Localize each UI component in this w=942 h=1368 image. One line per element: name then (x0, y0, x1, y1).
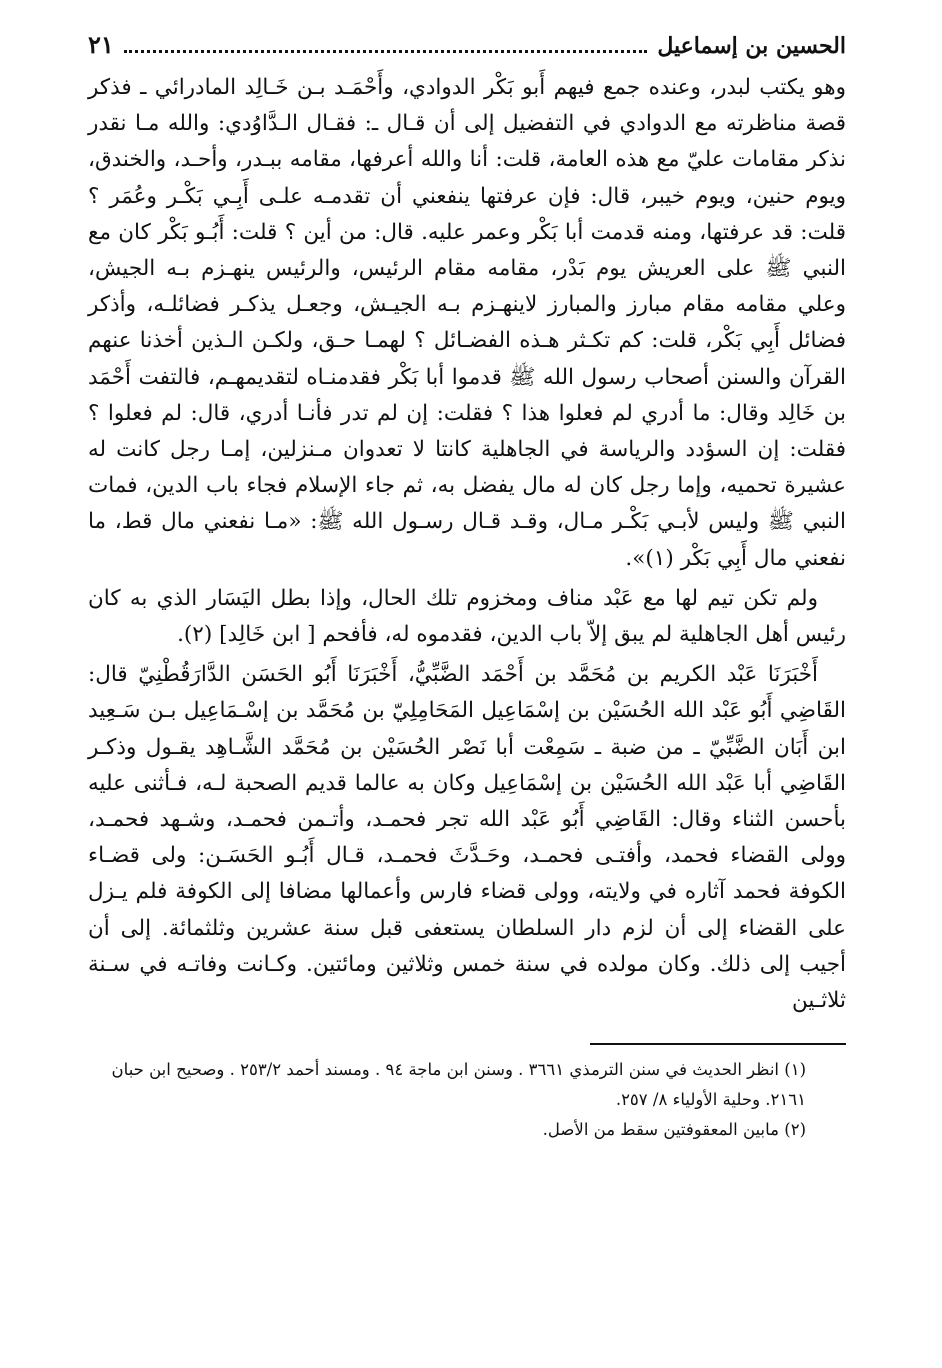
footnote-1: (١) انظر الحديث في سنن الترمذي ٣٦٦١ . وسنن ابن ماجة ٩٤ . ومسند أحمد ٢٥٣/٢ . وصحيح ابن حبان ٢١٦١. وحلية الأولياء ٨/ ٢٥٧. (111, 1060, 806, 1110)
paragraph-1: وهو يكتب لبدر، وعنده جمع فيهم أَبو بَكْر الدوادي، وأَحْمَـد بـن خَـالِد المادرائي ـ فذكر قصة مناظرته مع الدوادي في التفضيل إلى أن قـال ـ: فقـال الـدَّاوُدي: والله مـا نقدر نذكر مقامات عليّ مع هذه العامة، قلت: أنا والله أعرفها، مقامه ببـدر، وأحـد، والخندق، ويوم حنين، ويوم خيبر، قال: فإن عرفتها ينفعني أن تقدمـه علـى أَبِـي بَكْـر وعُمَر ؟ قلت: قد عرفتها، ومنه قدمت أبا بَكْر وعمر عليه. قال: من أين ؟ قلت: أَبُـو بَكْر كان مع النبي ﷺ على العريش يوم بَدْر، مقامه مقام الرئيس، والرئيس ينهـزم بـه الجيش، وعلي مقامه مقام مبارز والمبارز لاينهـزم بـه الجيـش، وجعـل يذكـر فضائلـه، وأذكر فضائل أَبِي بَكْر، قلت: كم تكـثر هـذه الفضـائل ؟ لهمـا حـق، ولكـن الـذين أخذنا عنهم القرآن والسنن أصحاب رسول الله ﷺ قدموا أبا بَكْر فقدمنـاه لتقديمهـم، فالتفت أَحْمَد بن خَالِد وقال: ما أدري لم فعلوا هذا ؟ فقلت: إن لم تدر فأنـا أدري، قال: لم فعلوا ؟ فقلت: إن السؤدد والرياسة في الجاهلية كانتا لا تعدوان مـنزلين، إمـا رجل كانت له عشيرة تحميه، وإما رجل كان له مال يفضل به، ثم جاء الإسلام فجاء باب الدين، فمات النبي ﷺ وليس لأبـي بَكْـر مـال، وقـد قـال رسـول الله ﷺ: «مـا نفعني مال قط، ما نفعني مال أَبِي بَكْر (١)». (88, 75, 846, 571)
footnote-2: (٢) مابين المعقوفتين سقط من الأصل. (542, 1120, 806, 1140)
running-title: الحسين بن إسماعيل (657, 33, 846, 59)
footnotes (88, 1055, 846, 1145)
main-text (88, 70, 846, 1019)
paragraph-3: أَخْبَرَنَا عَبْد الكريم بن مُحَمَّد بن أَحْمَد الضَّبِّيُّ، أَخْبَرَنَا أَبُو الحَسَن الدَّارَقُطْنِيّ قال: القَاضِي أَبُو عَبْد الله الحُسَيْن بن إسْمَاعِيل المَحَامِلِيّ بن مُحَمَّد بن إسْـمَاعِيل بـن سَـعِيد ابن أَبَان الضَّبِّيّ ـ من ضبة ـ سَمِعْت أبا نَصْر الحُسَيْن بن مُحَمَّد الشَّـاهِد يقـول وذكـر القَاضِي أبا عَبْد الله الحُسَيْن بن إسْمَاعِيل وكان به عالما قديم الصحبة لـه، فـأثنى عليه بأحسن الثناء وقال: القَاضِي أَبُو عَبْد الله تجر فحمـد، وأتـمن فحمـد، وشـهد فحمـد، وولى القضاء فحمد، وأفتـى فحمـد، وحَـدَّثَ فحمـد، قـال أَبُـو الحَسَـن: ولى قضـاء الكوفة فحمد آثاره في ولايته، وولى قضاء فارس وأعمالها مضافا إلى الكوفة فلم يـزل على القضاء إلى أن لزم دار السلطان يستعفى قبل سنة عشرين وثلثمائة. إلى أن أجيب إلى ذلك. وكان مولده في سنة خمس وثلاثين ومائتين. وكـانت وفاتـه في سـنة ثلاثـين (88, 662, 846, 1014)
header-dot-leader (124, 36, 648, 53)
footnote-separator (590, 1043, 846, 1045)
book-page (88, 30, 846, 1145)
page-number: ٢١ (88, 30, 114, 59)
page-header (88, 30, 846, 70)
paragraph-2: ولم تكن تيم لها مع عَبْد مناف ومخزوم تلك الحال، وإذا بطل اليَسَار الذي به كان رئيس أهل الجاهلية لم يبق إلاّ باب الدين، فقدموه له، فأفحم [ ابن خَالِد] (٢). (88, 585, 846, 648)
